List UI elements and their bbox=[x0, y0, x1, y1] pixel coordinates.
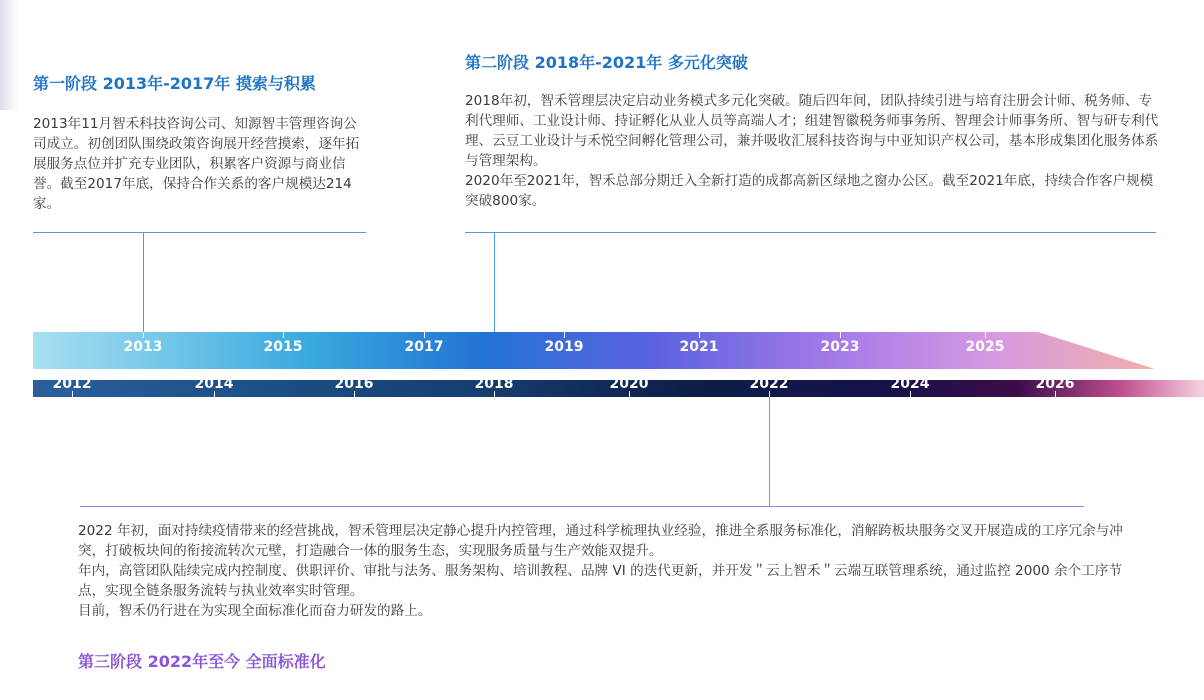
timeline-tick bbox=[564, 332, 565, 338]
stage3-paragraph: 年内，高管团队陆续完成内控制度、供职评价、审批与法务、服务架构、培训教程、品牌 VI 的迭代更新，并开发＂云上智禾＂云端互联管理系统，通过监控 2000 余个工序节点，实现全链条服务流转与执业效率实时管理。 bbox=[78, 563, 1122, 599]
stage1-connector bbox=[143, 232, 144, 332]
timeline-tick bbox=[283, 332, 284, 338]
stage2-paragraph: 2020年至2021年，智禾总部分期迁入全新打造的成都高新区绿地之窗办公区。截至2021年底，持续合作客户规模突破800家。 bbox=[465, 173, 1154, 209]
timeline-year-label: 2016 bbox=[334, 376, 374, 392]
timeline-year-label: 2023 bbox=[820, 339, 860, 355]
timeline-year-label: 2021 bbox=[679, 339, 719, 355]
timeline-year-label: 2018 bbox=[474, 376, 514, 392]
timeline-year-label: 2017 bbox=[404, 339, 444, 355]
stage3-title: 第三阶段 2022年至今 全面标准化 bbox=[78, 652, 326, 671]
timeline-tick bbox=[424, 332, 425, 338]
stage1-underline bbox=[33, 232, 366, 233]
timeline-year-label: 2024 bbox=[890, 376, 930, 392]
timeline-year-label: 2015 bbox=[263, 339, 303, 355]
timeline-tick bbox=[985, 332, 986, 338]
stage2-paragraph: 2018年初，智禾管理层决定启动业务模式多元化突破。随后四年间，团队持续引进与培育注册会计师、税务师、专利代理师、工业设计师、持证孵化从业人员等高端人才；组建智徽税务师事务所、智理会计师事务所、智与研专利代理、云豆工业设计与禾悦空间孵化管理公司，兼并吸收汇展科技咨询与中亚知识产权公司，基本形成集团化服务体系与管理架构。 bbox=[465, 93, 1159, 169]
stage2-underline bbox=[465, 232, 1156, 233]
timeline-year-label: 2025 bbox=[965, 339, 1005, 355]
stage3-connector bbox=[769, 397, 770, 506]
timeline-year-label: 2020 bbox=[609, 376, 649, 392]
stage2-title: 第二阶段 2018年-2021年 多元化突破 bbox=[465, 53, 748, 72]
timeline-year-label: 2012 bbox=[52, 376, 92, 392]
timeline-year-label: 2026 bbox=[1035, 376, 1075, 392]
stage3-overline bbox=[80, 506, 1084, 507]
timeline-year-label: 2013 bbox=[123, 339, 163, 355]
stage1-description bbox=[33, 114, 368, 214]
stage3-description bbox=[78, 521, 1138, 621]
stage3-paragraph: 目前，智禾仍行进在为实现全面标准化而奋力研发的路上。 bbox=[78, 603, 432, 619]
timeline-year-label: 2022 bbox=[749, 376, 789, 392]
timeline-tick bbox=[699, 332, 700, 338]
timeline-tick bbox=[143, 332, 144, 338]
timeline-tick bbox=[840, 332, 841, 338]
stage1-title: 第一阶段 2013年-2017年 摸索与积累 bbox=[33, 74, 316, 93]
stage2-connector bbox=[494, 232, 495, 332]
corner-shade bbox=[0, 0, 18, 110]
stage3-paragraph: 2022 年初，面对持续疫情带来的经营挑战，智禾管理层决定静心提升内控管理，通过科学梳理执业经验，推进全系服务标准化，消解跨板块服务交叉开展造成的工序冗余与冲突，打破板块间的衔接流转次元壁，打造融合一体的服务生态，实现服务质量与生产效能双提升。 bbox=[78, 523, 1123, 559]
stage2-description bbox=[465, 91, 1160, 211]
timeline-year-label: 2019 bbox=[544, 339, 584, 355]
timeline-year-label: 2014 bbox=[194, 376, 234, 392]
stage1-paragraph: 2013年11月智禾科技咨询公司、知源智丰管理咨询公司成立。初创团队围绕政策咨询展开经营摸索，逐年拓展服务点位并扩充专业团队，积累客户资源与商业信誉。截至2017年底，保持合作关系的客户规模达214家。 bbox=[33, 116, 360, 212]
